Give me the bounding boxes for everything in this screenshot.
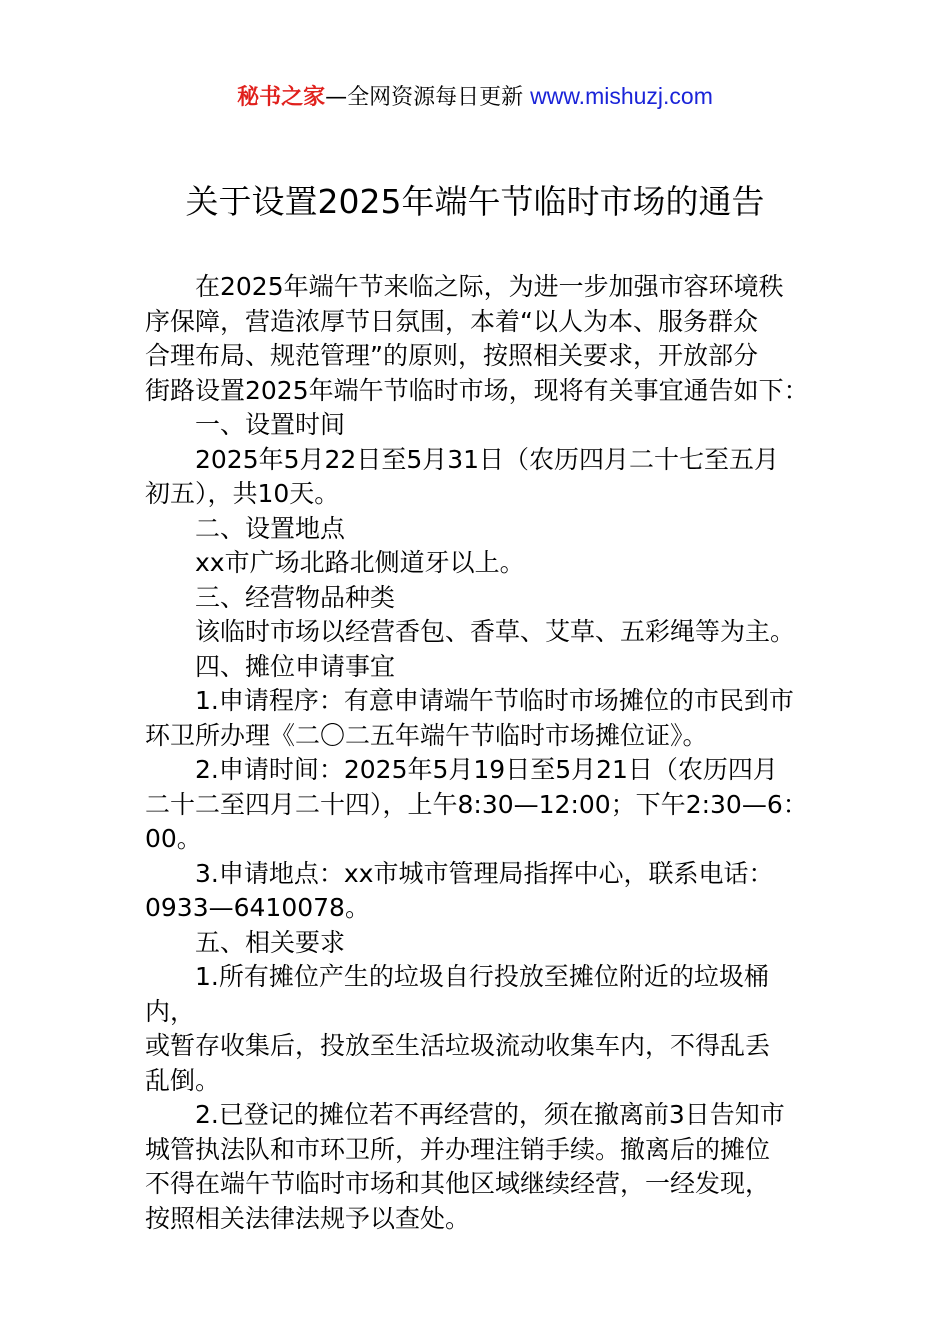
section-heading-application: 四、摊位申请事宜 [195, 651, 396, 681]
document-title: 关于设置2025年端午节临时市场的通告 [185, 182, 765, 221]
time-paragraph: 2025年5月22日至5月31日（农历四月二十七至五月 初五），共10天。 [145, 444, 780, 508]
application-time-paragraph: 2.申请时间：2025年5月19日至5月21日（农历四月 二十二至四月二十四），上午8:30—12:00；下午2:30—6： 00。 [145, 755, 808, 853]
brand-name: 秘书之家 [237, 85, 326, 110]
requirement-cancellation-paragraph: 2.已登记的摊位若不再经营的，须在撤离前3日告知市 城管执法队和市环卫所，并办理注销手续。撤离后的摊位 不得在端午节临时市场和其他区域继续经营，一经发现， 按照相关法律法规予以查处。 [145, 1100, 785, 1233]
requirement-garbage-paragraph: 1.所有摊位产生的垃圾自行投放至摊位附近的垃圾桶内， 或暂存收集后，投放至生活垃圾流动收集车内，不得乱丢 乱倒。 [145, 962, 771, 1095]
section-heading-goods: 三、经营物品种类 [195, 582, 396, 612]
application-procedure-paragraph: 1.申请程序：有意申请端午节临时市场摊位的市民到市 环卫所办理《二〇二五年端午节临时市场摊位证》。 [145, 686, 794, 750]
document-body [145, 270, 810, 1236]
section-heading-time: 一、设置时间 [195, 410, 346, 439]
intro-paragraph: 在2025年端午节来临之际，为进一步加强市容环境秩 序保障，营造浓厚节日氛围，本着“以人为本、服务群众 合理布局、规范管理”的原则，按照相关要求，开放部分 街路设置2025年端午节临时市场，现将有关事宜通告如下： [145, 272, 809, 405]
header-tagline: —全网资源每日更新 [325, 85, 531, 110]
goods-paragraph: 该临时市场以经营香包、香草、艾草、五彩绳等为主。 [195, 617, 796, 646]
site-header [0, 80, 950, 114]
section-heading-requirements: 五、相关要求 [195, 927, 346, 957]
application-place-paragraph: 3.申请地点：xx市城市管理局指挥中心，联系电话： 0933—6410078。 [145, 858, 774, 922]
location-paragraph: xx市广场北路北侧道牙以上。 [195, 548, 525, 577]
site-url-link[interactable]: www.mishuzj.com [530, 83, 713, 109]
section-heading-location: 二、设置地点 [195, 513, 346, 543]
